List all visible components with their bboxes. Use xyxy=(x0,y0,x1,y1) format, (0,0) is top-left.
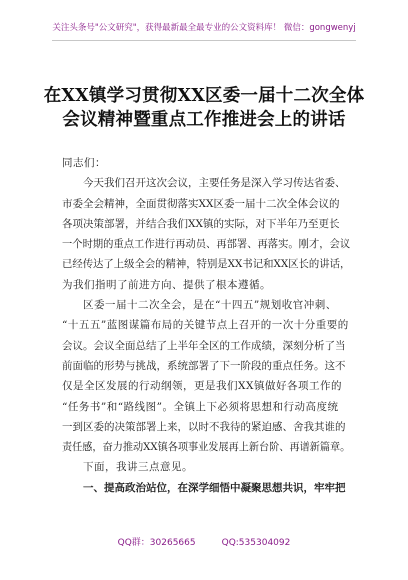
paragraph-line: 仅是全区发展的行动纲领，更是我们XX镇做好各项工作的 xyxy=(62,380,342,393)
header-divider xyxy=(52,40,356,41)
document-title xyxy=(36,84,372,132)
paragraph-line: 各项决策部署，并结合我们XX镇的实际，对下半年乃至更长 xyxy=(62,217,340,230)
paragraph-line: 一到区委的决策部署上来，以时不我待的紧迫感、舍我其谁的 xyxy=(62,420,346,433)
document-body xyxy=(62,153,350,498)
header-note: 关注头条号"公文研究"，获得最新最全最专业的公文资料库！ 微信：gongwenyj xyxy=(52,23,356,33)
paragraph-line: 会议。会议全面总结了上半年全区的工作成绩，深刻分析了当 xyxy=(62,339,346,352)
paragraph-line: 今天我们召开这次会议，主要任务是深入学习传达省委、 xyxy=(83,177,346,190)
paragraph-line: 已经传达了上级全会的精神，特别是XX书记和XX区长的讲话， xyxy=(62,258,351,271)
paragraph-line: “任务书”和“路线图”。全镇上下必须将思想和行动高度统 xyxy=(62,400,339,413)
paragraph-line: 责任感，奋力推动XX镇各项事业发展再上新台阶、再谱新篇章。 xyxy=(62,441,351,454)
section-heading: 一、提高政治站位，在深学细悟中凝聚思想共识，牢牢把 xyxy=(83,481,346,494)
title-line-2: 会议精神暨重点工作推进会上的讲话 xyxy=(62,110,346,130)
paragraph-line: 下面，我讲三点意见。 xyxy=(83,461,193,474)
salutation: 同志们： xyxy=(62,157,106,169)
footer-contact xyxy=(0,535,408,548)
paragraph-line: 市委全会精神，全面贯彻落实XX区委一届十二次全体会议的 xyxy=(62,197,340,210)
paragraph-line: 前面临的形势与挑战，系统部署了下一阶段的重点任务。这不 xyxy=(62,359,346,372)
footer-qq: QQ:535304092 xyxy=(221,538,291,548)
paragraph-line: 为我们指明了前进方向、提供了根本遵循。 xyxy=(62,278,271,291)
footer-qq-group: QQ群：30265665 xyxy=(117,538,196,548)
paragraph-line: 区委一届十二次全会，是在“十四五”规划收官冲刺、 xyxy=(83,299,337,312)
paragraph-line: 一个时期的重点工作进行再动员、再部署、再落实。刚才，会议 xyxy=(62,238,351,251)
paragraph-line: “十五五”蓝图谋篇布局的关键节点上召开的一次十分重要的 xyxy=(62,319,349,332)
title-line-1: 在XX镇学习贯彻XX区委一届十二次全体 xyxy=(43,86,365,106)
